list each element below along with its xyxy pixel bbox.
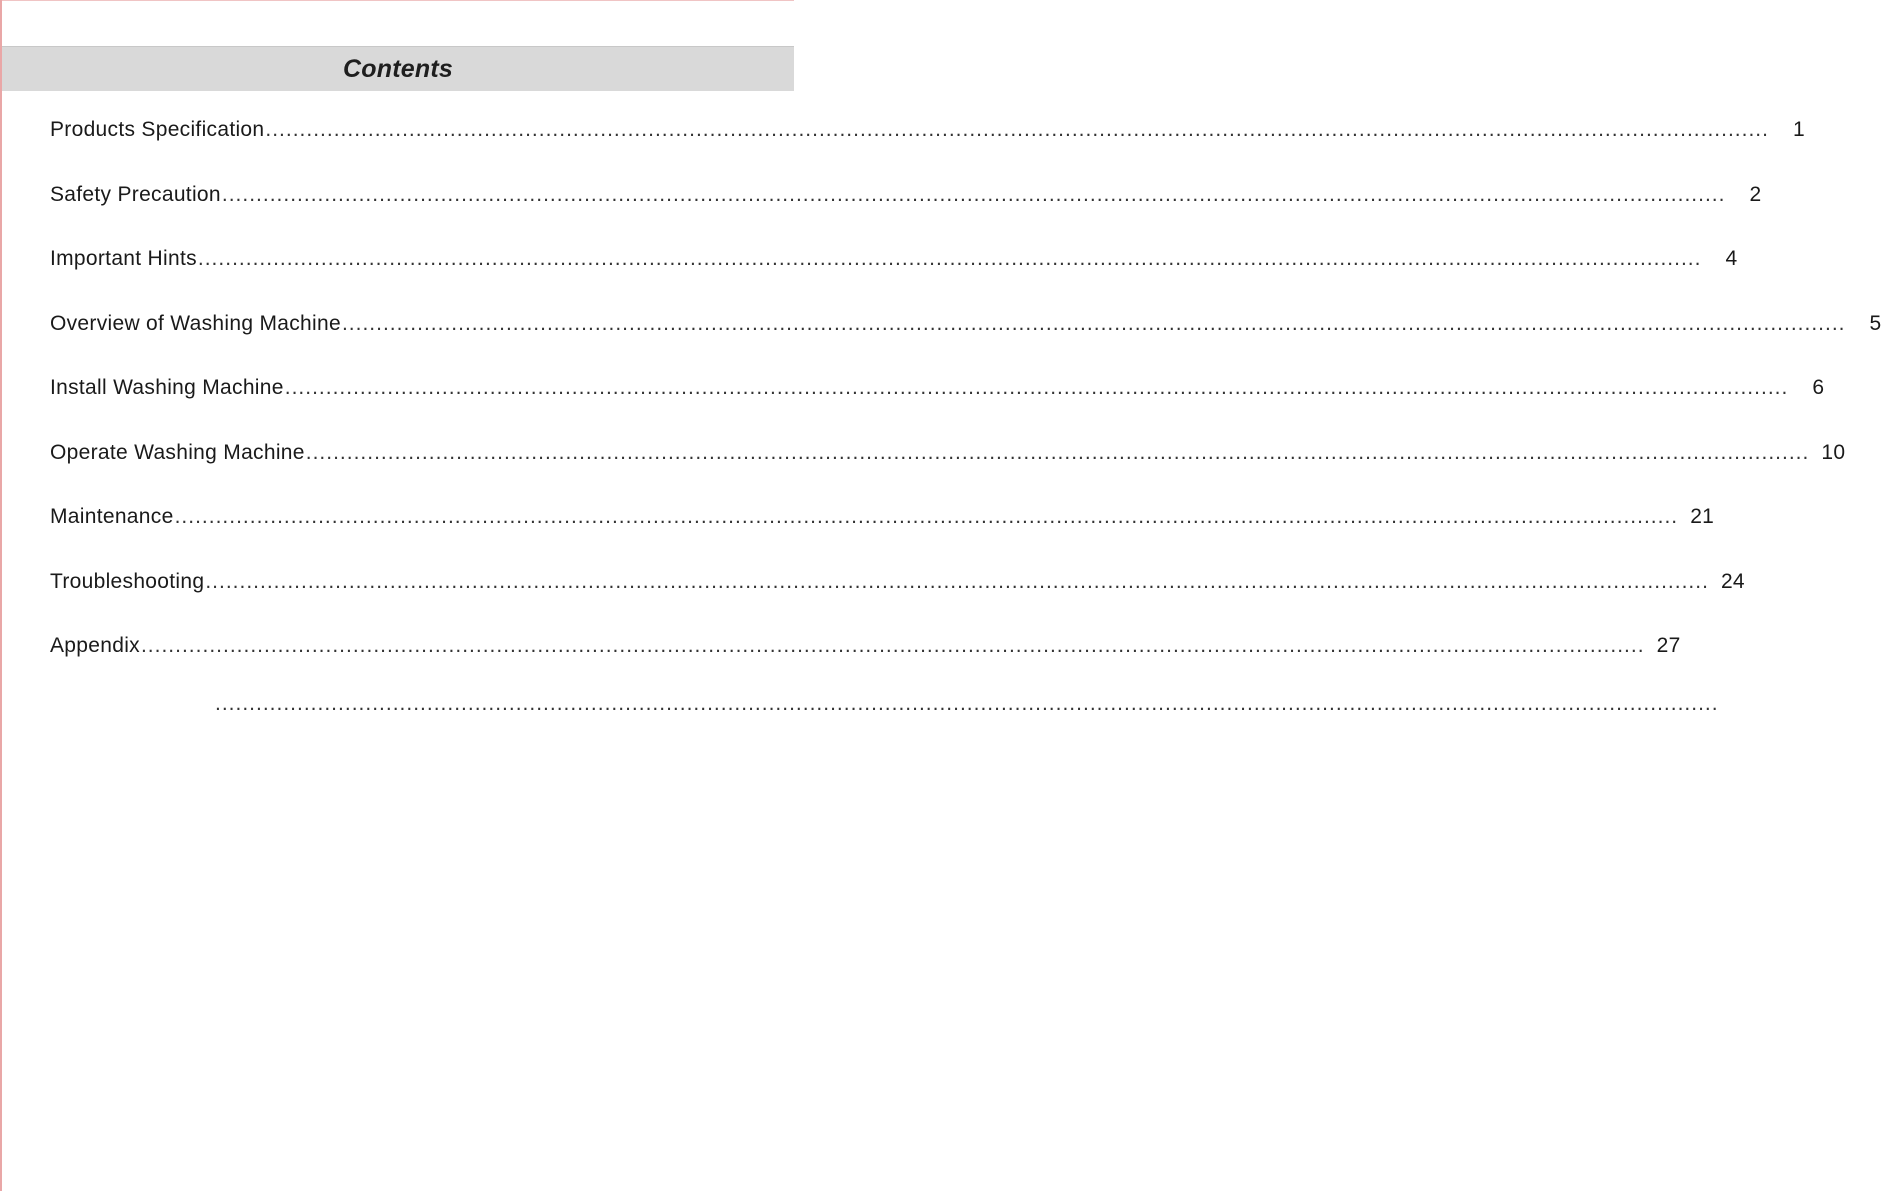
toc-entry-title: Install Washing Machine — [50, 376, 284, 399]
toc-dot-leader: ............................................................................................................................................................................................................................ — [140, 634, 1645, 657]
toc-dot-leader: ............................................................................................................................................................................................................................ — [265, 118, 1769, 141]
toc-entry-troubleshooting[interactable] — [50, 567, 1745, 632]
toc-dot-leader: ............................................................................................................................................................................................................................ — [284, 376, 1789, 399]
toc-page-number: 21 — [1690, 505, 1715, 528]
toc-entry-appendix[interactable] — [50, 631, 1681, 696]
page-title: Contents — [343, 55, 453, 83]
toc-entry-operate-washing-machine[interactable] — [50, 438, 1846, 503]
toc-entry-title: Important Hints — [50, 247, 197, 270]
toc-entry-title: Operate Washing Machine — [50, 440, 305, 464]
toc-entry-important-hints[interactable] — [50, 244, 1738, 309]
toc-entry-title: Maintenance — [50, 505, 174, 528]
toc-page-number: 27 — [1656, 634, 1681, 657]
toc-entry-maintenance[interactable] — [50, 502, 1715, 567]
toc-dot-leader: ............................................................................................................................................................................................................................ — [221, 182, 1726, 206]
toc-page-number: 6 — [1812, 376, 1825, 399]
toc-page-number: 5 — [1869, 311, 1882, 335]
toc-entry-safety-precaution[interactable] — [50, 180, 1762, 245]
toc-page-number: 2 — [1749, 182, 1762, 206]
table-of-contents — [50, 115, 1882, 696]
toc-entry-title: Safety Precaution — [50, 182, 221, 206]
toc-entry-products-specification[interactable] — [50, 115, 1805, 180]
toc-entry-title: Troubleshooting — [50, 569, 205, 593]
toc-entry-title: Products Specification — [50, 118, 265, 141]
toc-dot-leader: ............................................................................................................................................................................................................................ — [174, 505, 1679, 528]
toc-dot-leader: ............................................................................................................................................................................................................................ — [197, 247, 1702, 270]
page-top-edge — [0, 0, 794, 1]
toc-entry-install-washing-machine[interactable] — [50, 373, 1825, 438]
toc-page-number: 10 — [1821, 440, 1846, 464]
toc-page-number: 4 — [1725, 247, 1738, 270]
toc-entry-title: Appendix — [50, 634, 140, 657]
page-left-edge — [0, 0, 2, 1191]
toc-entry-title: Overview of Washing Machine — [50, 311, 341, 335]
empty-dot-leader: ............................................................................................................................................................................................................................ — [215, 692, 1719, 715]
toc-dot-leader: ............................................................................................................................................................................................................................ — [305, 440, 1810, 464]
toc-entry-overview-of-washing-machine[interactable] — [50, 309, 1882, 374]
toc-dot-leader: ............................................................................................................................................................................................................................ — [205, 569, 1709, 593]
toc-dot-leader: ............................................................................................................................................................................................................................ — [341, 311, 1846, 335]
contents-header-band — [2, 46, 794, 91]
toc-page-number: 1 — [1792, 118, 1805, 141]
toc-page-number: 24 — [1720, 569, 1745, 593]
